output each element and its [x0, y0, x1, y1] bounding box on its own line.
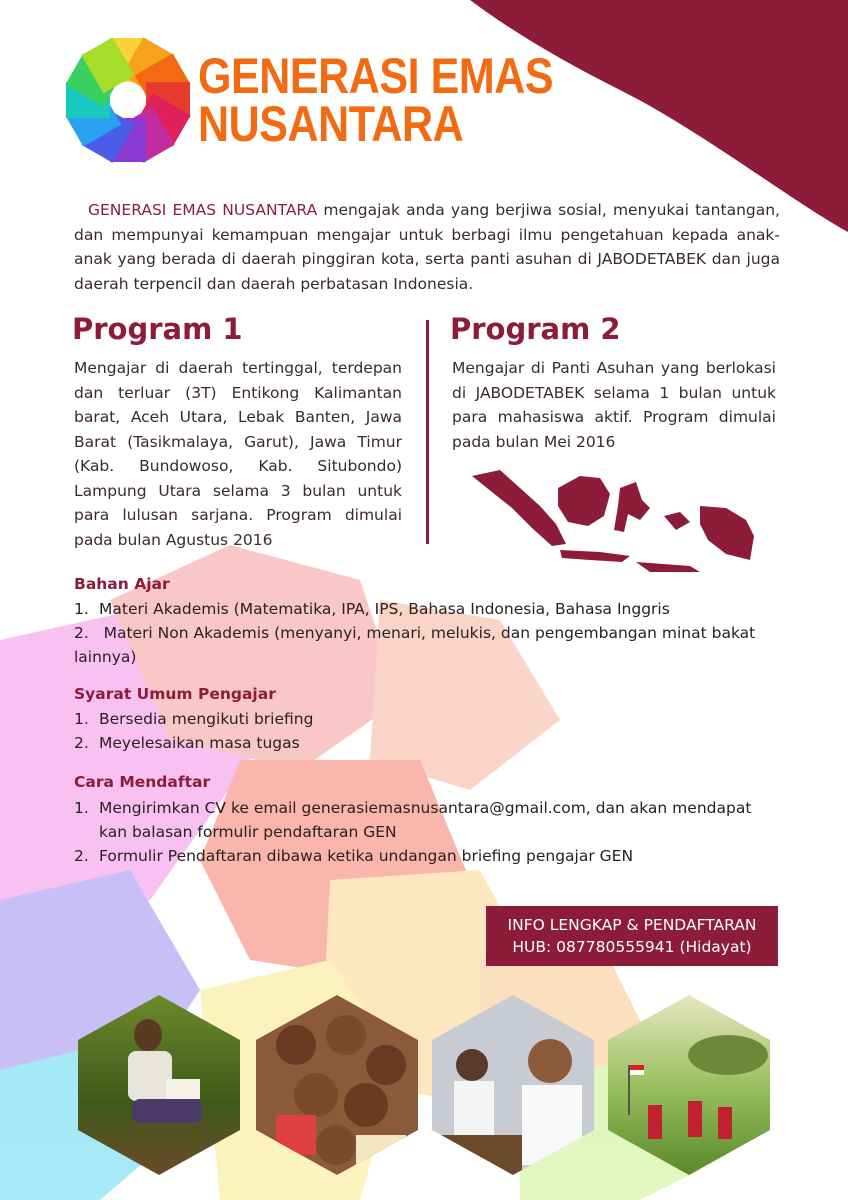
program-divider — [426, 320, 429, 544]
brand-title-line2: NUSANTARA — [198, 96, 464, 152]
syarat-heading: Syarat Umum Pengajar — [74, 685, 276, 703]
info-contact-box — [486, 906, 778, 966]
photo-children-flag-field — [608, 995, 770, 1175]
program1-title: Program 1 — [72, 312, 243, 346]
photo-boy-reading — [78, 995, 240, 1175]
mandala-logo-icon — [65, 37, 190, 162]
list-item: 2. Meyelesaikan masa tugas — [74, 734, 300, 752]
bahan-ajar-heading: Bahan Ajar — [74, 575, 170, 593]
intro-paragraph — [74, 198, 780, 296]
photo-students-classroom — [432, 995, 594, 1175]
list-item: 2. Formulir Pendaftaran dibawa ketika undangan briefing pengajar GEN — [74, 847, 634, 865]
cara-mendaftar-heading: Cara Mendaftar — [74, 773, 211, 791]
program2-title: Program 2 — [450, 312, 621, 346]
brand-title — [198, 48, 554, 152]
list-item: 1. Materi Akademis (Matematika, IPA, IPS, Bahasa Indonesia, Bahasa Inggris — [74, 600, 670, 618]
cara-mendaftar-list — [74, 796, 780, 868]
photo-children-group — [256, 995, 418, 1175]
program1-description: Mengajar di daerah tertinggal, terdepan dan terluar (3T) Entikong Kalimantan barat, Aceh Utara, Lebak Banten, Jawa Barat (Tasikmalaya, Garut), Jawa Timur (Kab. Bundowoso, Kab. Situbondo) Lampung Utara selama 3 bulan untuk para lulusan sarjana. Program dimulai pada bulan Agustus 2016 — [74, 359, 402, 549]
brand-title-line1: GENERASI EMAS — [198, 48, 554, 104]
program2-description: Mengajar di Panti Asuhan yang berlokasi di JABODETABEK selama 1 bulan untuk para mahasiswa aktif. Program dimulai pada bulan Mei 2016 — [452, 359, 776, 451]
syarat-list — [74, 707, 780, 755]
intro-brand-name: GENERASI EMAS NUSANTARA — [88, 201, 318, 219]
info-line2: HUB: 087780555941 (Hidayat) — [512, 938, 752, 956]
info-line1: INFO LENGKAP & PENDAFTARAN — [507, 916, 757, 934]
list-item: 1. Mengirimkan CV ke email generasiemasnusantara@gmail.com, dan akan mendapat kan balasan formulir pendaftaran GEN — [74, 799, 752, 841]
intro-body: mengajak anda yang berjiwa sosial, menyukai tantangan, dan mempunyai kemampuan mengajar untuk berbagi ilmu pengetahuan kepada anak-anak yang berada di daerah pinggiran kota, serta panti asuhan di JABODETABEK dan juga daerah terpencil dan daerah perbatasan Indonesia. — [74, 201, 780, 293]
list-item: 1. Bersedia mengikuti briefing — [74, 710, 314, 728]
indonesia-map-icon — [472, 470, 754, 572]
bahan-ajar-list — [74, 597, 780, 669]
list-item: 2. Materi Non Akademis (menyanyi, menari, melukis, dan pengembangan minat bakat lainnya) — [74, 624, 756, 666]
